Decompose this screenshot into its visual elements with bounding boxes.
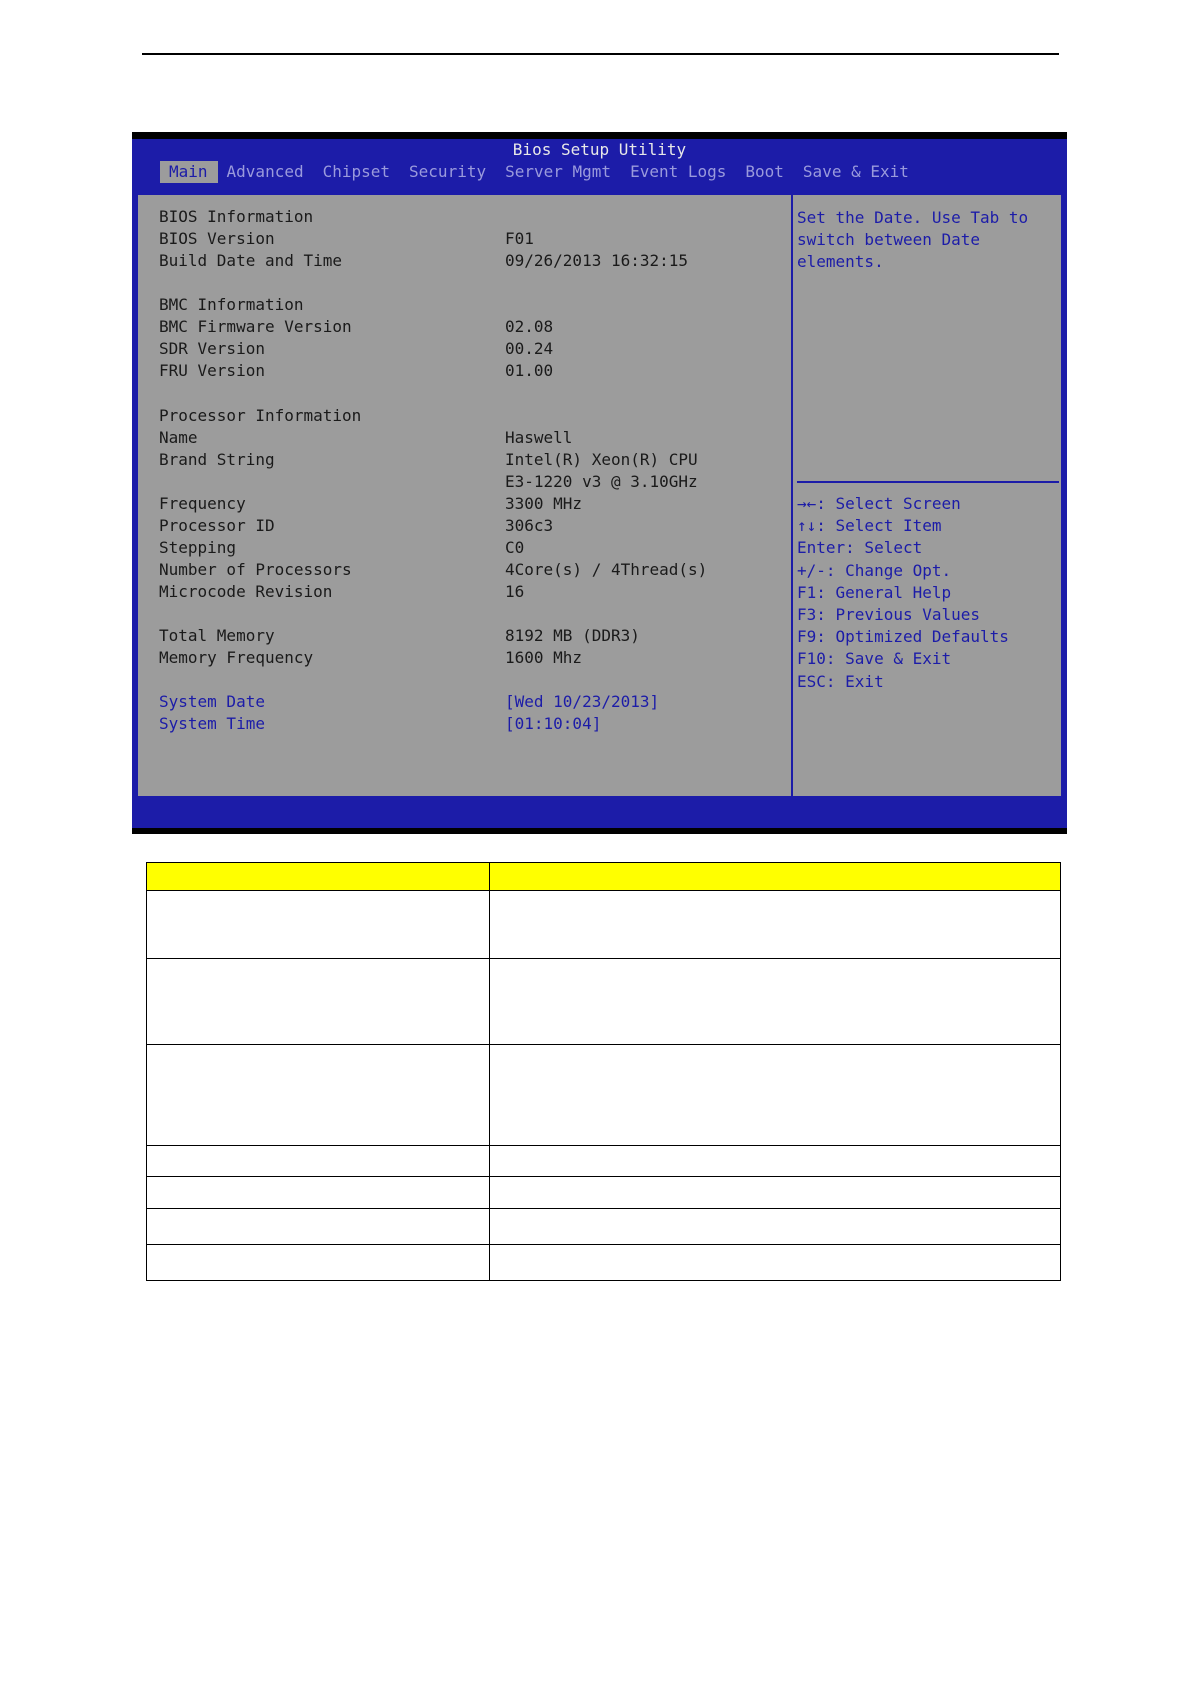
row-value: 1600 Mhz (505, 648, 583, 667)
row-label: System Date (159, 692, 265, 711)
settings-pane (138, 195, 793, 796)
tab-save-exit[interactable]: Save & Exit (802, 162, 909, 181)
key-legend (797, 493, 1009, 693)
row-label: Brand String (159, 450, 275, 469)
key-previous-values: F3: Previous Values (797, 605, 981, 625)
table-cell (147, 891, 490, 959)
help-text (797, 207, 1059, 273)
row-value: 09/26/2013 16:32:15 (505, 251, 689, 270)
tab-event-logs[interactable]: Event Logs (630, 162, 727, 181)
tab-security[interactable]: Security (409, 162, 487, 181)
bios-main-panel (136, 193, 1063, 798)
table-header-cell (147, 863, 490, 891)
row-value: 01.00 (505, 361, 554, 380)
table-header-row (147, 863, 1061, 891)
table-cell (490, 1245, 1061, 1281)
system-date-field[interactable]: [Wed 10/23/2013] (505, 692, 660, 711)
table-cell (147, 959, 490, 1045)
row-label: Stepping (159, 538, 237, 557)
row-value: 3300 MHz (505, 494, 583, 513)
row-label: Memory Frequency (159, 648, 314, 667)
page-top-rule (142, 53, 1059, 55)
key-enter-select: Enter: Select (797, 538, 923, 558)
help-line: Set the Date. Use Tab to (797, 208, 1029, 227)
row-value: 8192 MB (DDR3) (505, 626, 640, 645)
bios-tab-bar (160, 161, 919, 183)
table-cell (490, 891, 1061, 959)
row-value: 4Core(s) / 4Thread(s) (505, 560, 708, 579)
row-value: 16 (505, 582, 525, 601)
row-label: Microcode Revision (159, 582, 333, 601)
system-time-field[interactable]: [01:10:04] (505, 714, 602, 733)
row-value: F01 (505, 229, 534, 248)
row-label: SDR Version (159, 339, 265, 358)
bios-title: Bios Setup Utility (512, 140, 687, 159)
row-value: 306c3 (505, 516, 554, 535)
key-save-exit: F10: Save & Exit (797, 649, 952, 669)
key-general-help: F1: General Help (797, 582, 952, 602)
table-row (147, 1146, 1061, 1177)
row-value: 00.24 (505, 339, 554, 358)
bios-top-border (132, 132, 1067, 139)
row-label: BMC Firmware Version (159, 317, 352, 336)
row-label: BMC Information (159, 295, 304, 314)
tab-boot[interactable]: Boot (745, 162, 784, 181)
table-cell (147, 1245, 490, 1281)
row-label: FRU Version (159, 361, 265, 380)
table-row (147, 1177, 1061, 1209)
key-select-screen: →←: Select Screen (797, 494, 961, 513)
table-cell (147, 1146, 490, 1177)
table-cell (490, 1209, 1061, 1245)
tab-main[interactable]: Main (160, 161, 218, 183)
table-row (147, 1209, 1061, 1245)
help-line: switch between Date (797, 230, 981, 249)
help-line: elements. (797, 252, 884, 271)
key-select-item: ↑↓: Select Item (797, 516, 942, 536)
description-table (146, 862, 1061, 1281)
table-cell (147, 1177, 490, 1209)
table-row (147, 959, 1061, 1045)
table-cell (147, 1209, 490, 1245)
table-cell (147, 1045, 490, 1146)
table-row (147, 1245, 1061, 1281)
row-label: Name (159, 428, 198, 447)
row-label: Build Date and Time (159, 251, 343, 270)
tab-advanced[interactable]: Advanced (226, 162, 304, 181)
table-row (147, 1045, 1061, 1146)
tab-server-mgmt[interactable]: Server Mgmt (505, 162, 612, 181)
row-label: BIOS Information (159, 207, 314, 226)
bios-bottom-border (132, 828, 1067, 834)
help-divider (797, 481, 1059, 483)
row-value: C0 (505, 538, 525, 557)
row-label: Frequency (159, 494, 246, 513)
table-cell (490, 1045, 1061, 1146)
key-esc-exit: ESC: Exit (797, 671, 884, 691)
row-value: E3-1220 v3 @ 3.10GHz (505, 472, 698, 491)
row-value: Intel(R) Xeon(R) CPU (505, 450, 698, 469)
table-row (147, 891, 1061, 959)
row-label: Processor Information (159, 406, 362, 425)
table-cell (490, 1146, 1061, 1177)
row-value: 02.08 (505, 317, 554, 336)
tab-chipset[interactable]: Chipset (322, 162, 391, 181)
table-cell (490, 959, 1061, 1045)
row-label: Number of Processors (159, 560, 352, 579)
table-header-cell (490, 863, 1061, 891)
row-label: System Time (159, 714, 265, 733)
key-change-opt: +/-: Change Opt. (797, 560, 952, 580)
table-cell (490, 1177, 1061, 1209)
row-label: Total Memory (159, 626, 275, 645)
key-optimized-defaults: F9: Optimized Defaults (797, 627, 1009, 647)
row-label: Processor ID (159, 516, 275, 535)
bios-screen (132, 132, 1067, 834)
row-value: Haswell (505, 428, 573, 447)
row-label: BIOS Version (159, 229, 275, 248)
